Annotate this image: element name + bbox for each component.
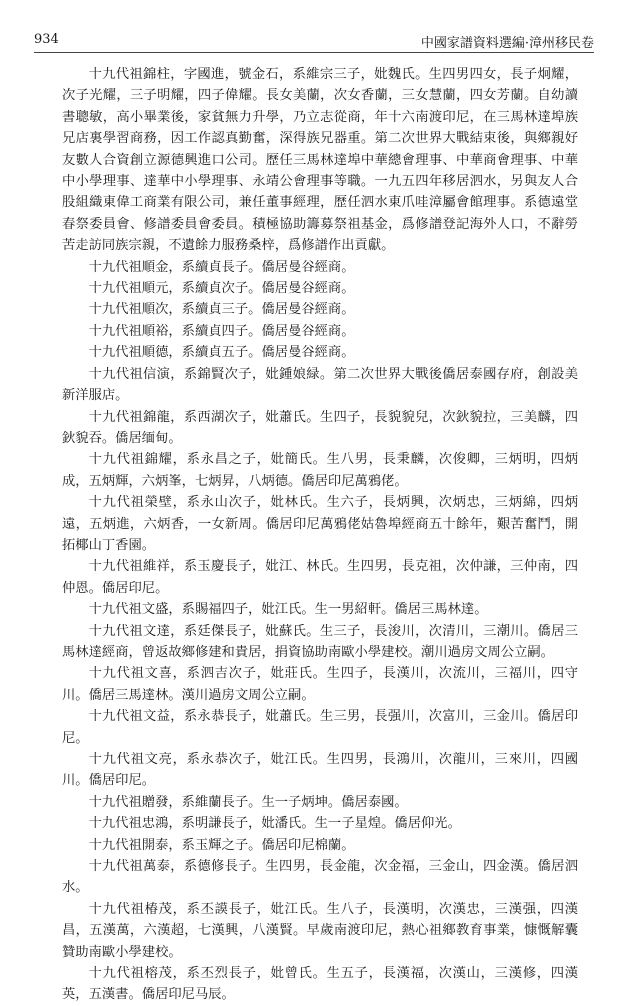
page-header: [34, 30, 594, 53]
genealogy-entry: 十九代祖文益，系永恭長子，妣蕭氏。生三男，長强川，次富川，三金川。僑居印尼。: [62, 709, 578, 746]
genealogy-entry: 十九代祖錦龍，系西湖次子，妣蕭氏。生四子，長貌貌兒，次鈥貌拉，三美麟，四鈥貌吞。僑居缅甸。: [62, 409, 578, 446]
genealogy-entry: 十九代祖忠鴻，系明謙長子，妣潘氏。生一子星煌。僑居仰光。: [88, 816, 461, 832]
genealogy-entry: 十九代祖信演，系錦賢次子，妣鍾娘緑。第二次世界大戰後僑居泰國存府，創設美新洋服店。: [62, 366, 578, 404]
running-title: 中國家譜資料選編·漳州移民卷: [420, 36, 594, 51]
genealogy-entry: 十九代祖順金，系續貞長子。僑居曼谷經商。: [88, 259, 355, 275]
genealogy-body: [62, 64, 578, 1006]
genealogy-entry: 十九代祖順次，系續貞三子。僑居曼谷經商。: [88, 302, 355, 318]
genealogy-entry: 十九代祖順元，系續貞次子。僑居曼谷經商。: [88, 281, 355, 297]
genealogy-entry: 十九代祖榮壁，系永山次子，妣林氏。生六子，長炳興，次炳忠，三炳綿，四炳遠，五炳進，六炳香，一女新周。僑居印尼萬鴉佬姑魯埠經商五十餘年，艱苦奮鬥，開拓椰山丁香園。: [62, 495, 578, 553]
genealogy-entry: 十九代祖順裕，系續貞四子。僑居曼谷經商。: [88, 323, 355, 339]
genealogy-entry: 十九代祖錦耀，系永昌之子，妣簡氏。生八男，長秉麟，次俊卿，三炳明，四炳成，五炳輝，六炳峯，七炳昇，八炳德。僑居印尼萬鴉佬。: [62, 452, 578, 489]
genealogy-entry: 十九代祖順德，系續貞五子。僑居曼谷經商。: [88, 345, 355, 361]
genealogy-entry: 十九代祖文亮，系永恭次子，妣江氏。生四男，長鴻川，次龍川，三來川，四國川。僑居印尼。: [62, 752, 578, 789]
genealogy-entry: 十九代祖文盛，系賜福四子，妣江氏。生一男紹軒。僑居三馬林達。: [88, 602, 488, 618]
genealogy-entry: 十九代祖椿茂，系丕謨長子，妣江氏。生八子，長漢明，次漢忠，三漢强，四漢昌，五漢萬，六漢超，七漢興，八漢賢。早歲南渡印尼，熱心祖鄉教育事業，慷慨解囊贊助南歐小學建校。: [62, 901, 578, 960]
genealogy-entry: 十九代祖贈發，系維蘭長子。生一子炳坤。僑居泰國。: [88, 794, 408, 810]
genealogy-entry: 十九代祖榕茂，系丕烈長子，妣曾氏。生五子，長漢福，次漢山，三漢修，四漢英，五漢書。僑居印尼马辰。: [62, 966, 578, 1003]
genealogy-entry: 十九代祖萬泰，系德修長子。生四男，長金龍，次金福，三金山，四金漢。僑居泗水。: [62, 859, 578, 896]
page-number: 934: [34, 32, 59, 47]
genealogy-entry: 十九代祖文喜，系泗吉次子，妣莊氏。生四子，長漢川，次流川，三福川，四守川。僑居三馬達林。漢川過房文周公立嗣。: [62, 666, 578, 703]
genealogy-entry: 十九代祖維祥，系玉慶長子，妣江、林氏。生四男，長克祖，次仲謙，三仲南，四仲恩。僑居印尼。: [62, 559, 578, 596]
genealogy-entry: 十九代祖開泰，系玉輝之子。僑居印尼棉蘭。: [88, 837, 355, 853]
genealogy-entry: 十九代祖文達，系廷傑長子，妣蘇氏。生三子，長浚川，次清川，三潮川。僑居三馬林達經商，曾返故鄉修建和貴居，捐資協助南歐小學建校。潮川過房文周公立嗣。: [62, 623, 578, 660]
genealogy-entry: 十九代祖錦柱，字國進，號金石，系維宗三子，妣魏氏。生四男四女，長子炯耀，次子光耀，三子明耀，四子偉耀。長女美蘭，次女香蘭，三女慧蘭，四女芳蘭。自幼讀書聰敏，高小畢業後，家貧無力升學，乃立志從商，年十六南渡印尼，在三馬林達埠族兄店裏學習商務，因工作認真勤奮，深得族兄器重。第二次世界大戰結束後，與鄉親好友數人合資創立源德興進口公司。歷任三馬林達埠中華總會理事、中華商會理事、中華中小學理事、達華中小學理事、永靖公會理事等職。一九五四年移居泗水，另與友人合股組織東偉工商業有限公司，兼任董事經理，歷任泗水東爪哇漳屬會館理事。系德遠堂春祭委員會、修譜委員會委員。積極協助籌募祭祖基金，爲修譜登記海外人口，不辭勞苦走訪同族宗親，不遺餘力服務桑梓，爲修譜作出貢獻。: [62, 67, 578, 254]
